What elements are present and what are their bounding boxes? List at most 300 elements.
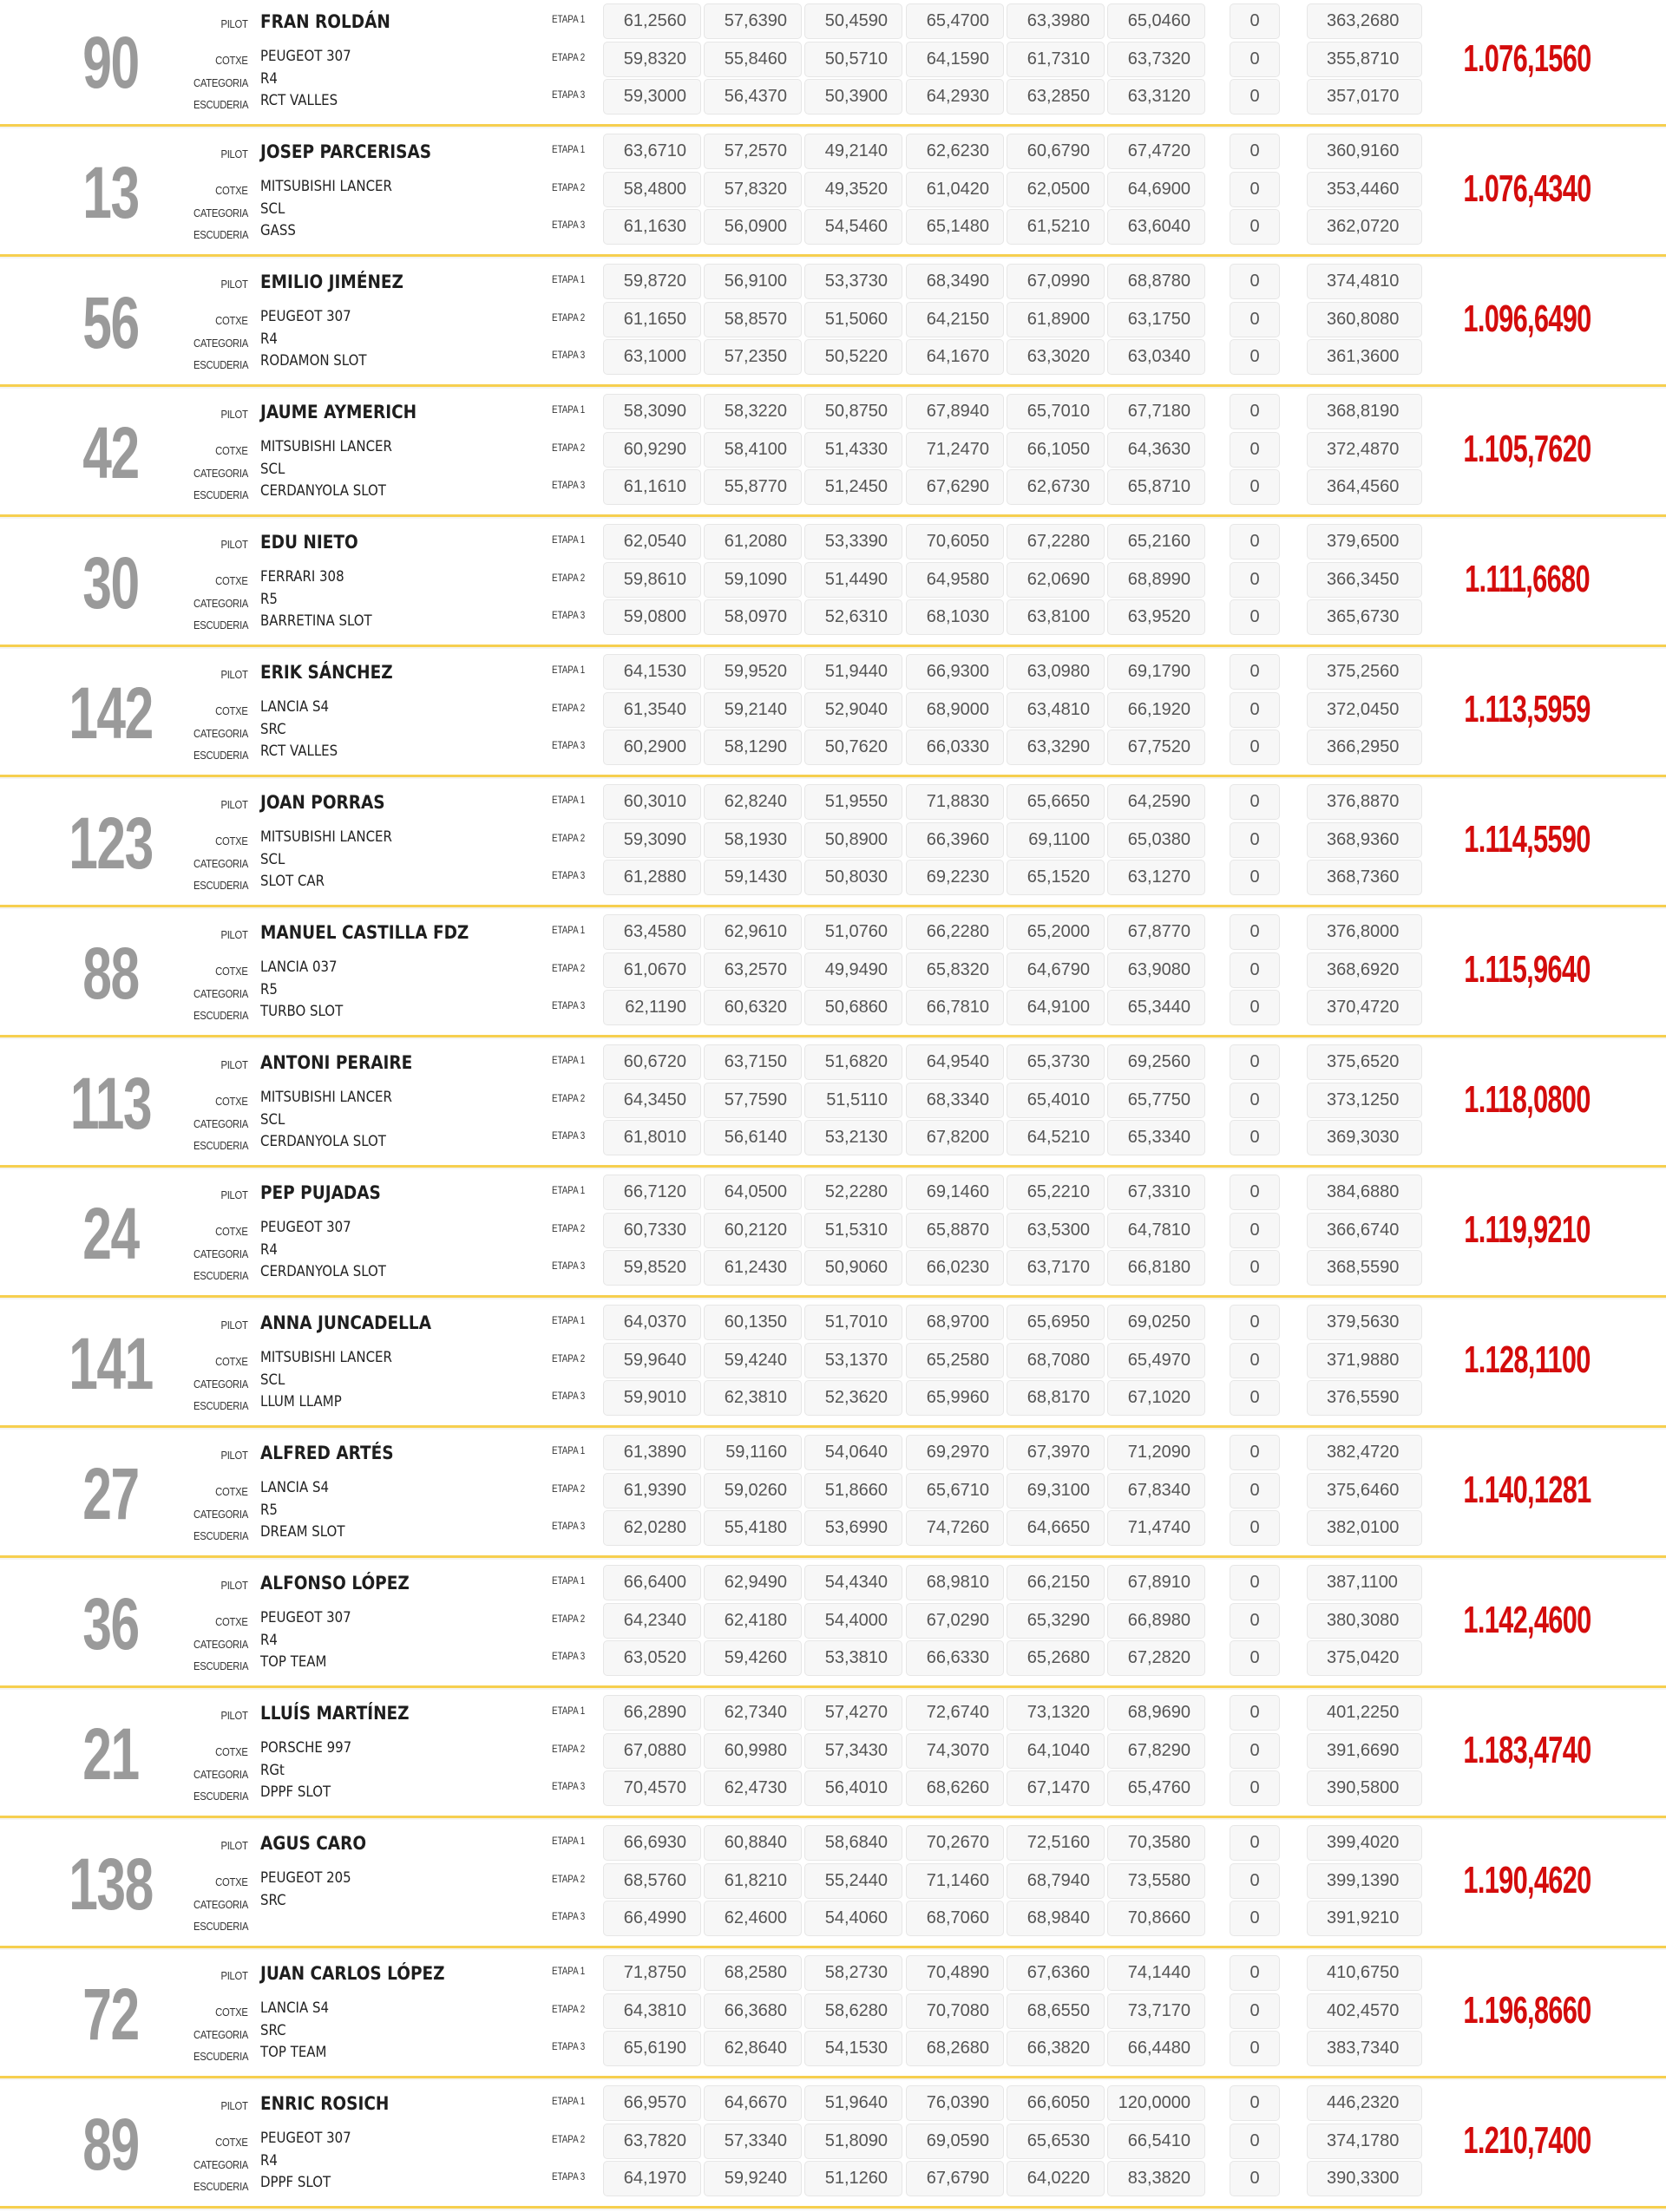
lap-time-cell: 51,5310 — [804, 1213, 902, 1248]
stage-total-cell: 376,8870 — [1307, 784, 1422, 820]
category-label: CATEGORIA — [193, 858, 248, 870]
lap-time-cell: 66,3680 — [704, 1993, 802, 2029]
lap-time-cell: 56,9100 — [704, 264, 802, 299]
lap-time-cell: 50,8750 — [804, 394, 902, 429]
lap-time-cell: 56,6140 — [704, 1120, 802, 1155]
lap-time-cell: 63,4580 — [603, 914, 701, 950]
lap-time-cell: 68,2680 — [906, 2031, 1004, 2066]
lap-time-cell: 72,6740 — [906, 1695, 1004, 1731]
lap-time-cell: 67,0290 — [906, 1603, 1004, 1639]
team-value: GASS — [260, 222, 296, 239]
lap-time-cell: 64,0370 — [603, 1305, 701, 1340]
category-value: R4 — [260, 1632, 278, 1649]
team-label: ESCUDERIA — [193, 1530, 248, 1542]
penalty-cell: 0 — [1230, 1044, 1280, 1080]
lap-time-cell: 55,8770 — [704, 469, 802, 505]
penalty-cell: 0 — [1230, 1380, 1280, 1416]
pilot-name: JOSEP PARCERISAS — [260, 141, 432, 162]
car-value: MITSUBISHI LANCER — [260, 1349, 392, 1366]
car-value: FERRARI 308 — [260, 568, 344, 586]
lap-time-cell: 58,1930 — [704, 822, 802, 858]
lap-time-cell: 73,7170 — [1107, 1993, 1205, 2029]
lap-time-cell: 65,0460 — [1107, 3, 1205, 39]
lap-time-cell: 67,4720 — [1107, 134, 1205, 169]
stage-label: ETAPA 2 — [552, 53, 586, 63]
lap-time-cell: 59,3000 — [603, 79, 701, 115]
stage-label: ETAPA 3 — [552, 220, 586, 231]
pilot-name: LLUÍS MARTÍNEZ — [260, 1703, 410, 1724]
lap-time-cell: 76,0390 — [906, 2085, 1004, 2121]
lap-time-cell: 63,0340 — [1107, 339, 1205, 375]
stage-total-cell: 371,9880 — [1307, 1343, 1422, 1378]
stage-label: ETAPA 3 — [552, 1522, 586, 1532]
stage-label: ETAPA 1 — [552, 1576, 586, 1587]
lap-time-cell: 61,1650 — [603, 302, 701, 337]
lap-time-cell: 50,3900 — [804, 79, 902, 115]
lap-time-cell: 67,1020 — [1107, 1380, 1205, 1416]
stage-label: ETAPA 1 — [552, 1056, 586, 1066]
penalty-cell: 0 — [1230, 1473, 1280, 1508]
car-value: PEUGEOT 307 — [260, 1609, 351, 1626]
lap-time-cell: 52,3620 — [804, 1380, 902, 1416]
lap-time-cell: 64,3630 — [1107, 432, 1205, 468]
lap-time-cell: 64,3810 — [603, 1993, 701, 2029]
lap-time-cell: 65,6650 — [1007, 784, 1105, 820]
car-value: MITSUBISHI LANCER — [260, 438, 392, 455]
lap-time-cell: 58,8570 — [704, 302, 802, 337]
lap-time-cell: 61,3540 — [603, 692, 701, 728]
lap-time-cell: 52,6310 — [804, 599, 902, 635]
lap-time-cell: 57,6390 — [704, 3, 802, 39]
lap-time-cell: 51,8090 — [804, 2124, 902, 2159]
stage-label: ETAPA 2 — [552, 573, 586, 584]
lap-time-cell: 65,6710 — [906, 1473, 1004, 1508]
lap-time-cell: 70,4890 — [906, 1955, 1004, 1991]
stage-label: ETAPA 2 — [552, 183, 586, 193]
pilot-name: ALFONSO LÓPEZ — [260, 1573, 410, 1594]
penalty-cell: 0 — [1230, 394, 1280, 429]
lap-time-cell: 56,4010 — [804, 1770, 902, 1806]
lap-time-cell: 62,9610 — [704, 914, 802, 950]
grand-total: 1.076,4340 — [1463, 167, 1591, 210]
team-label: ESCUDERIA — [193, 2181, 248, 2193]
stage-total-cell: 390,5800 — [1307, 1770, 1422, 1806]
category-value: SRC — [260, 721, 286, 738]
lap-time-cell: 59,8610 — [603, 562, 701, 598]
lap-time-cell: 65,4010 — [1007, 1083, 1105, 1118]
car-number: 72 — [82, 1973, 139, 2055]
lap-time-cell: 69,0250 — [1107, 1305, 1205, 1340]
lap-time-cell: 61,5210 — [1007, 209, 1105, 245]
lap-time-cell: 54,1530 — [804, 2031, 902, 2066]
grand-total: 1.114,5590 — [1464, 818, 1591, 861]
category-value: R4 — [260, 2152, 278, 2169]
team-value: TOP TEAM — [260, 1653, 327, 1671]
lap-time-cell: 59,9240 — [704, 2161, 802, 2196]
stage-total-cell: 376,5590 — [1307, 1380, 1422, 1416]
lap-time-cell: 50,7620 — [804, 730, 902, 765]
penalty-cell: 0 — [1230, 822, 1280, 858]
category-value: SRC — [260, 2022, 286, 2039]
lap-time-cell: 59,1160 — [704, 1435, 802, 1470]
pilot-label: PILOT — [220, 148, 248, 160]
category-label: CATEGORIA — [193, 1899, 248, 1911]
lap-time-cell: 70,4570 — [603, 1770, 701, 1806]
car-number: 123 — [69, 802, 153, 884]
lap-time-cell: 59,2140 — [704, 692, 802, 728]
lap-time-cell: 54,0640 — [804, 1435, 902, 1470]
lap-time-cell: 66,5410 — [1107, 2124, 1205, 2159]
penalty-cell: 0 — [1230, 1863, 1280, 1899]
lap-time-cell: 64,2590 — [1107, 784, 1205, 820]
lap-time-cell: 65,8710 — [1107, 469, 1205, 505]
lap-time-cell: 55,4180 — [704, 1510, 802, 1546]
lap-time-cell: 59,3090 — [603, 822, 701, 858]
stage-label: ETAPA 1 — [552, 275, 586, 285]
lap-time-cell: 66,8180 — [1107, 1250, 1205, 1286]
lap-time-cell: 70,3580 — [1107, 1825, 1205, 1861]
car-value: PEUGEOT 307 — [260, 48, 351, 65]
stage-total-cell: 368,9360 — [1307, 822, 1422, 858]
lap-time-cell: 54,4060 — [804, 1901, 902, 1936]
lap-time-cell: 63,1270 — [1107, 860, 1205, 895]
lap-time-cell: 66,4990 — [603, 1901, 701, 1936]
lap-time-cell: 59,4260 — [704, 1640, 802, 1676]
penalty-cell: 0 — [1230, 914, 1280, 950]
result-row — [0, 777, 1666, 907]
pilot-name: AGUS CARO — [260, 1833, 367, 1854]
stage-total-cell: 383,7340 — [1307, 2031, 1422, 2066]
lap-time-cell: 70,6050 — [906, 524, 1004, 560]
stage-label: ETAPA 2 — [552, 964, 586, 974]
category-label: CATEGORIA — [193, 1639, 248, 1651]
lap-time-cell: 54,5460 — [804, 209, 902, 245]
lap-time-cell: 65,1520 — [1007, 860, 1105, 895]
lap-time-cell: 51,0760 — [804, 914, 902, 950]
lap-time-cell: 59,0260 — [704, 1473, 802, 1508]
stage-total-cell: 363,2680 — [1307, 3, 1422, 39]
lap-time-cell: 52,9040 — [804, 692, 902, 728]
lap-time-cell: 62,9490 — [704, 1565, 802, 1600]
lap-time-cell: 65,2000 — [1007, 914, 1105, 950]
lap-time-cell: 68,5760 — [603, 1863, 701, 1899]
pilot-label: PILOT — [220, 409, 248, 421]
grand-total: 1.105,7620 — [1463, 428, 1591, 470]
lap-time-cell: 64,2150 — [906, 302, 1004, 337]
lap-time-cell: 53,3810 — [804, 1640, 902, 1676]
penalty-cell: 0 — [1230, 784, 1280, 820]
lap-time-cell: 63,8100 — [1007, 599, 1105, 635]
car-value: PEUGEOT 307 — [260, 2130, 351, 2147]
lap-time-cell: 61,7310 — [1007, 42, 1105, 77]
team-label: ESCUDERIA — [193, 1270, 248, 1282]
penalty-cell: 0 — [1230, 2031, 1280, 2066]
lap-time-cell: 63,7170 — [1007, 1250, 1105, 1286]
lap-time-cell: 66,1050 — [1007, 432, 1105, 468]
stage-label: ETAPA 1 — [552, 1706, 586, 1717]
lap-time-cell: 68,8780 — [1107, 264, 1205, 299]
lap-time-cell: 66,9300 — [906, 654, 1004, 690]
lap-time-cell: 66,6930 — [603, 1825, 701, 1861]
lap-time-cell: 62,3810 — [704, 1380, 802, 1416]
stage-total-cell: 362,0720 — [1307, 209, 1422, 245]
stage-total-cell: 379,5630 — [1307, 1305, 1422, 1340]
penalty-cell: 0 — [1230, 1733, 1280, 1769]
pilot-name: MANUEL CASTILLA FDZ — [260, 922, 469, 943]
stage-total-cell: 379,6500 — [1307, 524, 1422, 560]
team-label: ESCUDERIA — [193, 880, 248, 892]
lap-time-cell: 71,1460 — [906, 1863, 1004, 1899]
lap-time-cell: 63,9080 — [1107, 952, 1205, 988]
penalty-cell: 0 — [1230, 599, 1280, 635]
team-value: DPPF SLOT — [260, 1783, 331, 1801]
penalty-cell: 0 — [1230, 524, 1280, 560]
lap-time-cell: 63,0520 — [603, 1640, 701, 1676]
penalty-cell: 0 — [1230, 339, 1280, 375]
lap-time-cell: 51,4330 — [804, 432, 902, 468]
team-value: DPPF SLOT — [260, 2174, 331, 2191]
pilot-label: PILOT — [220, 1189, 248, 1201]
lap-time-cell: 63,7820 — [603, 2124, 701, 2159]
lap-time-cell: 67,2280 — [1007, 524, 1105, 560]
lap-time-cell: 68,9700 — [906, 1305, 1004, 1340]
car-value: LANCIA S4 — [260, 1479, 329, 1496]
result-row — [0, 0, 1666, 127]
lap-time-cell: 68,8990 — [1107, 562, 1205, 598]
lap-time-cell: 66,6330 — [906, 1640, 1004, 1676]
lap-time-cell: 64,2930 — [906, 79, 1004, 115]
lap-time-cell: 68,9000 — [906, 692, 1004, 728]
lap-time-cell: 60,7330 — [603, 1213, 701, 1248]
lap-time-cell: 61,2880 — [603, 860, 701, 895]
category-value: R5 — [260, 1502, 278, 1519]
lap-time-cell: 51,9550 — [804, 784, 902, 820]
penalty-cell: 0 — [1230, 1083, 1280, 1118]
car-label: COTXE — [215, 1486, 248, 1498]
category-value: SCL — [260, 200, 285, 218]
lap-time-cell: 60,3010 — [603, 784, 701, 820]
car-value: MITSUBISHI LANCER — [260, 178, 392, 195]
stage-label: ETAPA 2 — [552, 2005, 586, 2015]
stage-total-cell: 375,6520 — [1307, 1044, 1422, 1080]
pilot-label: PILOT — [220, 539, 248, 551]
category-value: R5 — [260, 591, 278, 608]
lap-time-cell: 74,7260 — [906, 1510, 1004, 1546]
stage-total-cell: 370,4720 — [1307, 990, 1422, 1025]
result-row — [0, 2078, 1666, 2209]
pilot-label: PILOT — [220, 18, 248, 30]
car-number: 141 — [69, 1323, 153, 1404]
lap-time-cell: 53,3730 — [804, 264, 902, 299]
lap-time-cell: 63,3980 — [1007, 3, 1105, 39]
lap-time-cell: 64,2340 — [603, 1603, 701, 1639]
lap-time-cell: 60,6790 — [1007, 134, 1105, 169]
penalty-cell: 0 — [1230, 1901, 1280, 1936]
lap-time-cell: 58,1290 — [704, 730, 802, 765]
lap-time-cell: 49,3520 — [804, 172, 902, 207]
penalty-cell: 0 — [1230, 1120, 1280, 1155]
penalty-cell: 0 — [1230, 469, 1280, 505]
stage-label: ETAPA 3 — [552, 1652, 586, 1662]
car-number: 27 — [82, 1453, 139, 1535]
lap-time-cell: 69,1100 — [1007, 822, 1105, 858]
grand-total: 1.196,8660 — [1463, 1989, 1591, 2032]
lap-time-cell: 66,0330 — [906, 730, 1004, 765]
lap-time-cell: 65,6950 — [1007, 1305, 1105, 1340]
penalty-cell: 0 — [1230, 692, 1280, 728]
lap-time-cell: 62,1190 — [603, 990, 701, 1025]
pilot-name: EMILIO JIMÉNEZ — [260, 272, 403, 292]
pilot-name: ERIK SÁNCHEZ — [260, 662, 393, 683]
pilot-name: ENRIC ROSICH — [260, 2093, 390, 2114]
lap-time-cell: 63,5300 — [1007, 1213, 1105, 1248]
stage-total-cell: 366,2950 — [1307, 730, 1422, 765]
lap-time-cell: 57,3430 — [804, 1733, 902, 1769]
lap-time-cell: 62,4180 — [704, 1603, 802, 1639]
lap-time-cell: 51,8660 — [804, 1473, 902, 1508]
lap-time-cell: 66,4480 — [1107, 2031, 1205, 2066]
lap-time-cell: 50,5710 — [804, 42, 902, 77]
category-label: CATEGORIA — [193, 2159, 248, 2171]
lap-time-cell: 59,1090 — [704, 562, 802, 598]
stage-label: ETAPA 3 — [552, 1391, 586, 1402]
penalty-cell: 0 — [1230, 860, 1280, 895]
lap-time-cell: 54,4000 — [804, 1603, 902, 1639]
result-row — [0, 387, 1666, 517]
stage-label: ETAPA 3 — [552, 871, 586, 881]
lap-time-cell: 63,4810 — [1007, 692, 1105, 728]
lap-time-cell: 64,6790 — [1007, 952, 1105, 988]
lap-time-cell: 51,5110 — [804, 1083, 902, 1118]
stage-label: ETAPA 2 — [552, 1354, 586, 1365]
category-value: RGt — [260, 1762, 285, 1779]
stage-label: ETAPA 2 — [552, 2135, 586, 2145]
stage-total-cell: 372,4870 — [1307, 432, 1422, 468]
lap-time-cell: 65,6530 — [1007, 2124, 1105, 2159]
car-number: 56 — [82, 282, 139, 363]
penalty-cell: 0 — [1230, 3, 1280, 39]
lap-time-cell: 66,2890 — [603, 1695, 701, 1731]
pilot-label: PILOT — [220, 929, 248, 941]
lap-time-cell: 67,3970 — [1007, 1435, 1105, 1470]
lap-time-cell: 63,7320 — [1107, 42, 1205, 77]
lap-time-cell: 62,0500 — [1007, 172, 1105, 207]
pilot-name: JOAN PORRAS — [260, 792, 385, 813]
stage-total-cell: 368,6920 — [1307, 952, 1422, 988]
stage-label: ETAPA 1 — [552, 1186, 586, 1196]
lap-time-cell: 51,9640 — [804, 2085, 902, 2121]
lap-time-cell: 60,6720 — [603, 1044, 701, 1080]
team-label: ESCUDERIA — [193, 489, 248, 501]
pilot-name: JUAN CARLOS LÓPEZ — [260, 1963, 445, 1984]
lap-time-cell: 55,2440 — [804, 1863, 902, 1899]
lap-time-cell: 60,9980 — [704, 1733, 802, 1769]
stage-total-cell: 366,3450 — [1307, 562, 1422, 598]
stage-label: ETAPA 1 — [552, 535, 586, 546]
stage-total-cell: 360,9160 — [1307, 134, 1422, 169]
pilot-name: FRAN ROLDÁN — [260, 11, 390, 32]
lap-time-cell: 68,7940 — [1007, 1863, 1105, 1899]
lap-time-cell: 83,3820 — [1107, 2161, 1205, 2196]
lap-time-cell: 51,5060 — [804, 302, 902, 337]
lap-time-cell: 56,0900 — [704, 209, 802, 245]
lap-time-cell: 65,8320 — [906, 952, 1004, 988]
lap-time-cell: 58,2730 — [804, 1955, 902, 1991]
lap-time-cell: 68,3490 — [906, 264, 1004, 299]
category-label: CATEGORIA — [193, 207, 248, 219]
lap-time-cell: 62,7340 — [704, 1695, 802, 1731]
stage-total-cell: 369,3030 — [1307, 1120, 1422, 1155]
car-label: COTXE — [215, 2006, 248, 2019]
stage-label: ETAPA 1 — [552, 145, 586, 155]
lap-time-cell: 68,3340 — [906, 1083, 1004, 1118]
lap-time-cell: 64,1040 — [1007, 1733, 1105, 1769]
penalty-cell: 0 — [1230, 952, 1280, 988]
grand-total: 1.128,1100 — [1464, 1338, 1591, 1381]
lap-time-cell: 63,6710 — [603, 134, 701, 169]
lap-time-cell: 65,2580 — [906, 1343, 1004, 1378]
stage-total-cell: 368,5590 — [1307, 1250, 1422, 1286]
lap-time-cell: 59,8320 — [603, 42, 701, 77]
lap-time-cell: 49,2140 — [804, 134, 902, 169]
stage-total-cell: 391,9210 — [1307, 1901, 1422, 1936]
result-row — [0, 1558, 1666, 1688]
stage-total-cell: 401,2250 — [1307, 1695, 1422, 1731]
grand-total: 1.118,0800 — [1464, 1078, 1591, 1121]
penalty-cell: 0 — [1230, 730, 1280, 765]
lap-time-cell: 64,7810 — [1107, 1213, 1205, 1248]
category-label: CATEGORIA — [193, 1769, 248, 1781]
lap-time-cell: 59,8520 — [603, 1250, 701, 1286]
team-value: BARRETINA SLOT — [260, 612, 372, 630]
lap-time-cell: 67,8290 — [1107, 1733, 1205, 1769]
lap-time-cell: 58,3090 — [603, 394, 701, 429]
penalty-cell: 0 — [1230, 1175, 1280, 1210]
lap-time-cell: 71,8830 — [906, 784, 1004, 820]
lap-time-cell: 73,5580 — [1107, 1863, 1205, 1899]
lap-time-cell: 58,6280 — [804, 1993, 902, 2029]
lap-time-cell: 51,2450 — [804, 469, 902, 505]
lap-time-cell: 63,3120 — [1107, 79, 1205, 115]
category-value: R4 — [260, 70, 278, 88]
car-value: PEUGEOT 205 — [260, 1869, 351, 1887]
lap-time-cell: 61,0420 — [906, 172, 1004, 207]
lap-time-cell: 68,9810 — [906, 1565, 1004, 1600]
penalty-cell: 0 — [1230, 1770, 1280, 1806]
lap-time-cell: 63,3290 — [1007, 730, 1105, 765]
stage-label: ETAPA 3 — [552, 350, 586, 361]
category-label: CATEGORIA — [193, 1508, 248, 1521]
car-label: COTXE — [215, 1616, 248, 1628]
lap-time-cell: 63,2850 — [1007, 79, 1105, 115]
lap-time-cell: 68,2580 — [704, 1955, 802, 1991]
pilot-label: PILOT — [220, 1319, 248, 1332]
lap-time-cell: 120,0000 — [1107, 2085, 1205, 2121]
stage-total-cell: 382,0100 — [1307, 1510, 1422, 1546]
category-value: R4 — [260, 330, 278, 348]
lap-time-cell: 57,7590 — [704, 1083, 802, 1118]
result-row — [0, 517, 1666, 647]
category-label: CATEGORIA — [193, 77, 248, 89]
lap-time-cell: 66,0230 — [906, 1250, 1004, 1286]
car-number: 89 — [82, 2104, 139, 2185]
team-label: ESCUDERIA — [193, 749, 248, 762]
lap-time-cell: 63,7150 — [704, 1044, 802, 1080]
penalty-cell: 0 — [1230, 1955, 1280, 1991]
lap-time-cell: 57,4270 — [804, 1695, 902, 1731]
stage-total-cell: 390,3300 — [1307, 2161, 1422, 2196]
stage-label: ETAPA 3 — [552, 1261, 586, 1272]
